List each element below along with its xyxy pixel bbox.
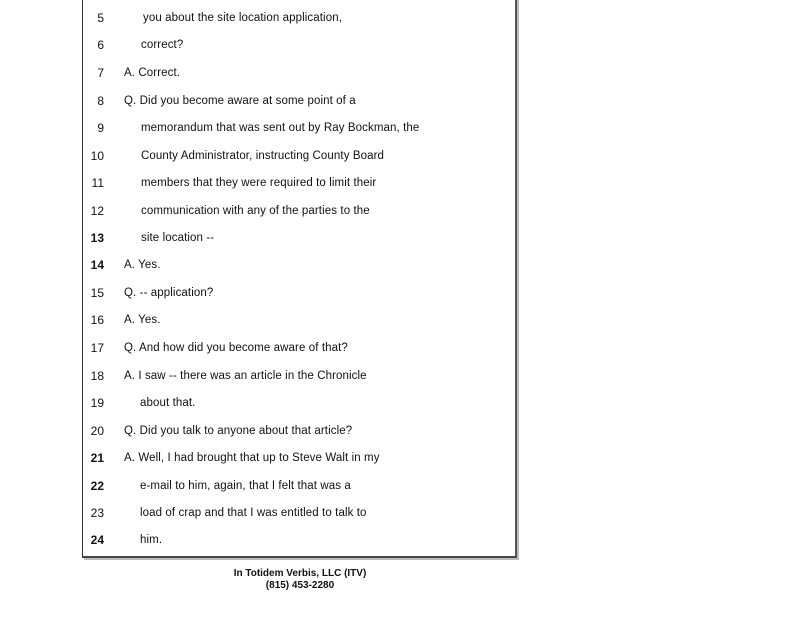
line-number: 8	[97, 94, 104, 108]
line-text: A. I saw -- there was an article in the Chronicle	[124, 370, 367, 382]
line-number: 18	[90, 369, 104, 383]
line-number: 9	[97, 121, 104, 135]
line-number: 15	[90, 286, 104, 300]
line-number: 14	[90, 258, 104, 272]
line-number: 20	[90, 424, 104, 438]
line-text: Q. And how did you become aware of that?	[124, 342, 348, 354]
line-number: 12	[90, 204, 104, 218]
line-text: A. Yes.	[124, 259, 161, 271]
line-text: about that.	[140, 397, 196, 409]
line-text: Q. Did you become aware at some point of a	[124, 95, 356, 107]
line-text: Q. Did you talk to anyone about that article?	[124, 425, 353, 437]
line-number: 22	[90, 479, 104, 493]
line-text: communication with any of the parties to the	[141, 205, 370, 217]
line-text: Q. -- application?	[124, 287, 214, 299]
line-text: A. Yes.	[124, 314, 161, 326]
line-number: 21	[90, 451, 104, 465]
line-number: 19	[90, 396, 104, 410]
line-number: 23	[90, 506, 104, 520]
line-number: 13	[90, 231, 104, 245]
line-number: 10	[90, 149, 104, 163]
footer-phone: (815) 453-2280	[265, 580, 335, 591]
line-text: correct?	[141, 39, 184, 51]
line-number: 11	[91, 176, 104, 190]
line-text: you about the site location application,	[143, 12, 342, 24]
line-text: A. Correct.	[124, 67, 181, 79]
line-text: members that they were required to limit their	[141, 177, 377, 189]
line-text: site location --	[141, 232, 215, 244]
line-text: County Administrator, instructing County Board	[141, 150, 385, 162]
line-number: 24	[90, 533, 104, 547]
line-text: him.	[140, 534, 163, 546]
footer-company: In Totidem Verbis, LLC (ITV)	[233, 568, 367, 579]
line-text: A. Well, I had brought that up to Steve Walt in my	[124, 452, 380, 464]
line-number: 16	[90, 313, 104, 327]
line-number: 6	[97, 38, 104, 52]
line-number: 17	[90, 341, 104, 355]
line-text: memorandum that was sent out by Ray Bockman, the	[141, 122, 420, 134]
transcript-page-frame	[82, 0, 517, 558]
line-text: load of crap and that I was entitled to talk to	[140, 507, 367, 519]
line-text: e-mail to him, again, that I felt that was a	[140, 480, 351, 492]
line-number: 5	[97, 11, 104, 25]
line-number: 7	[97, 66, 104, 80]
